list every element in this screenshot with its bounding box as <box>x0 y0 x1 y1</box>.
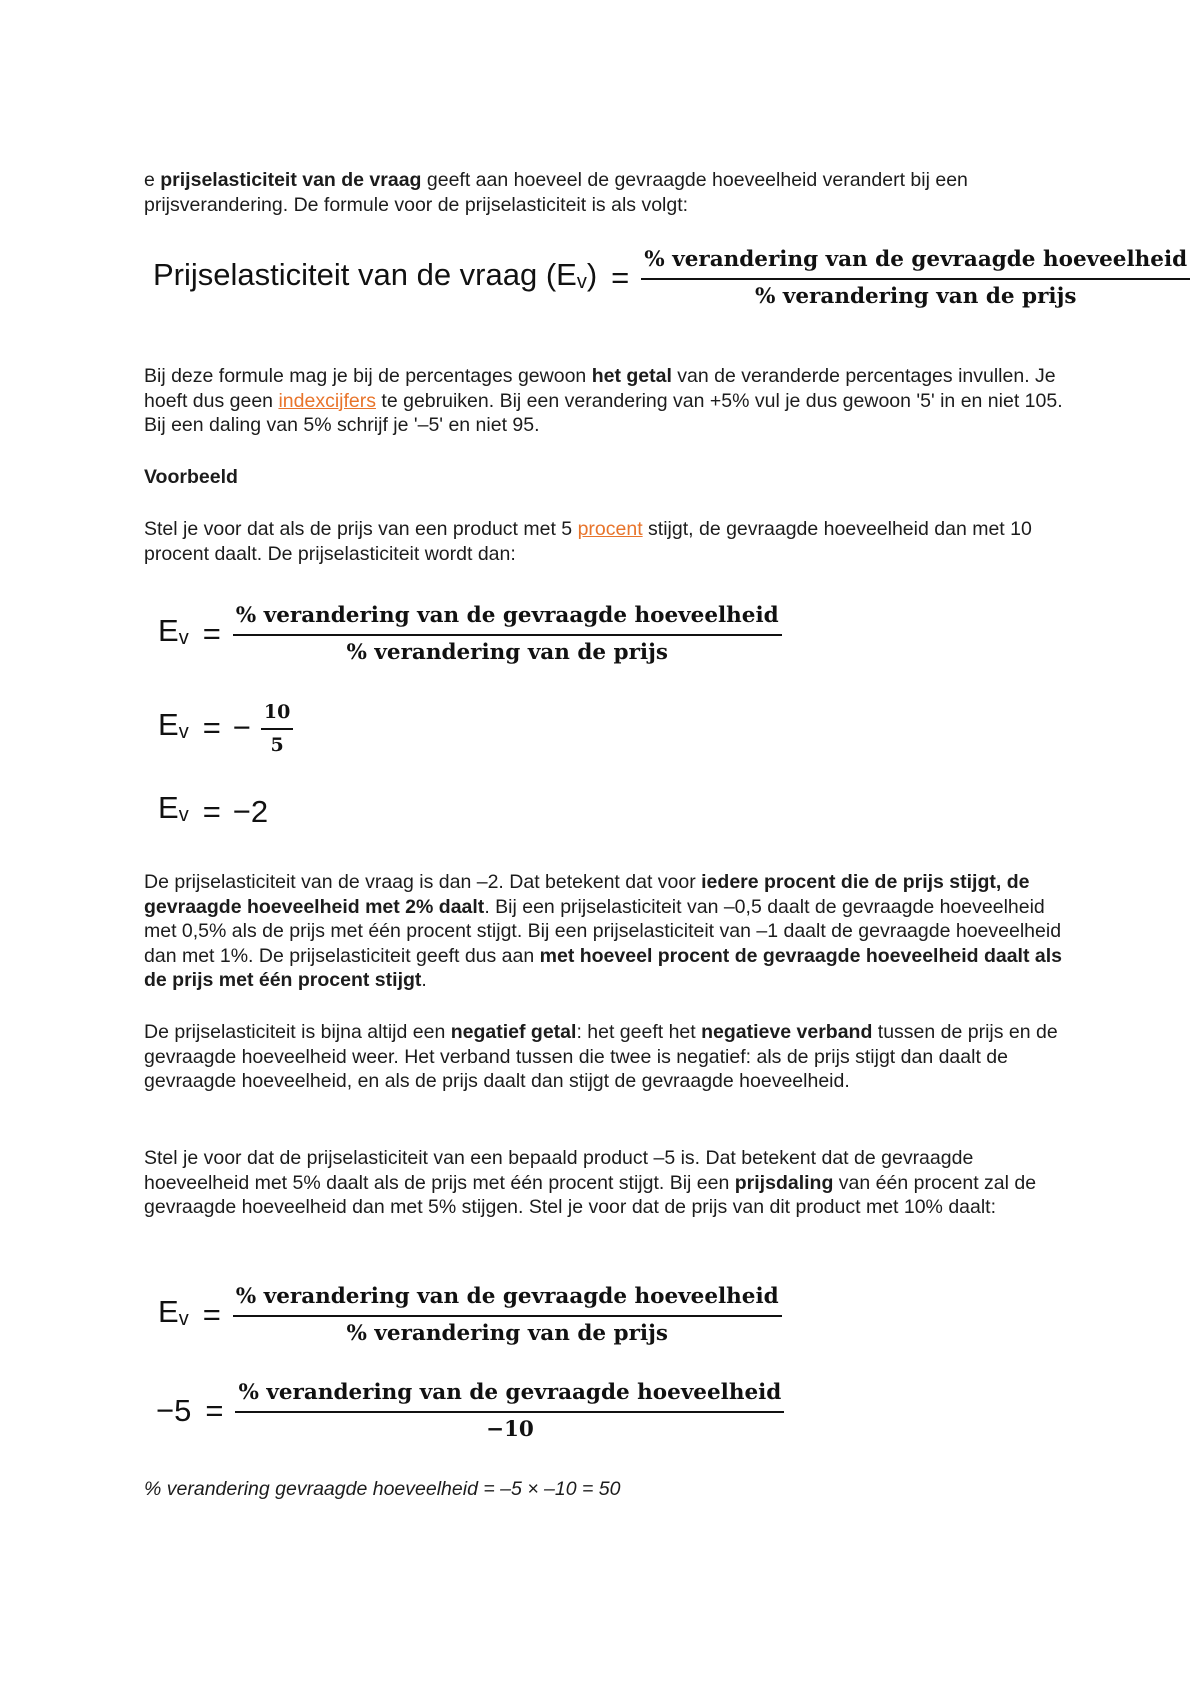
example-formula-2-fraction <box>261 700 293 757</box>
example-formula-3-lhs: $E_v$ <box>158 790 189 826</box>
example-formula-3-equals: = <box>202 793 221 829</box>
example2-formula-2-fraction <box>235 1379 784 1444</box>
example-formula-1 <box>158 602 782 667</box>
example2-formula-1-lhs: $E_v$ <box>158 1293 189 1330</box>
example2-bold: prijsdaling <box>734 1171 834 1194</box>
example-formula-2-numerator: 10 <box>261 700 293 730</box>
example-formula-2-denominator: 5 <box>270 734 284 756</box>
example-formula-2 <box>158 700 293 757</box>
example2-paragraph: Stel je voor dat de prijselasticiteit van een bepaald product –5 is. Dat betekent dat de gevraagde hoeveelheid met 5% daalt als de prijs met één procent stijgt. Bij een prijsdaling van één procent zal de gevraagde hoeveelheid dan met 5% stijgen. Stel je voor dat de prijs van dit product met 10% daalt: <box>144 1147 1037 1218</box>
example2-formula-2 <box>156 1379 784 1444</box>
formula-main-numerator: % verandering van de gevraagde hoeveelheid <box>641 246 1190 280</box>
negative-bold-1: negatief getal <box>450 1021 577 1043</box>
example-formula-1-numerator: % verandering van de gevraagde hoeveelheid <box>233 602 782 636</box>
example2-formula-1 <box>158 1283 782 1348</box>
example2-formula-2-numerator: % verandering van de gevraagde hoeveelheid <box>235 1379 784 1413</box>
example2-formula-2-denominator: −10 <box>485 1417 534 1442</box>
example2-formula-1-fraction <box>233 1283 782 1348</box>
formula-main-lhs: Prijselasticiteit van de vraag $(E_v)$ <box>153 256 598 293</box>
intro-paragraph <box>144 168 1064 217</box>
example2-formula-1-equals: = <box>202 1297 221 1333</box>
example-formula-1-equals: = <box>202 616 221 652</box>
intro-text-end: geeft aan hoeveel de gevraagde hoeveelheid verandert bij een prijsverandering. De formule voor de prijselasticiteit is als volgt: <box>144 169 968 216</box>
intro-text: e <box>144 169 161 191</box>
example-formula-2-equals: = <box>202 710 221 746</box>
example-formula-3 <box>158 790 269 829</box>
example-formula-2-minus: − <box>232 710 251 746</box>
intro-term: prijselasticiteit van de vraag <box>160 169 422 191</box>
example-formula-1-denominator: % verandering van de prijs <box>346 640 668 665</box>
formula-main <box>153 246 1190 311</box>
example2-formula-2-equals: = <box>205 1393 224 1429</box>
interpretation-bold-1: iedere procent die de prijs stijgt, de gevraagde hoeveelheid met 2% daalt <box>144 871 1030 918</box>
negative-bold-2: negatieve verband <box>701 1021 873 1043</box>
percentages-bold: het getal <box>591 365 672 387</box>
indexcijfers-link[interactable]: indexcijfers <box>278 389 376 412</box>
formula-main-fraction <box>641 246 1190 311</box>
example-formula-1-fraction <box>233 602 782 667</box>
example2-formula-1-numerator: % verandering van de gevraagde hoeveelheid <box>233 1283 782 1317</box>
interpretation-paragraph: De prijselasticiteit van de vraag is dan –2. Dat betekent dat voor iedere procent die de prijs stijgt, de gevraagde hoeveelheid met 2% daalt. Bij een prijselasticiteit van –0,5 daalt de gevraagde hoeveelheid met 0,5% als de prijs met één procent stijgt. Bij een prijselasticiteit van –1 daalt de gevraagde hoeveelheid dan met 1%. De prijselasticiteit geeft dus aan met hoeveel procent de gevraagde hoeveelheid daalt als de prijs met één procent stijgt. <box>144 871 1062 991</box>
example-formula-1-lhs: $E_v$ <box>158 612 189 649</box>
procent-link[interactable]: procent <box>577 518 643 540</box>
example-heading: Voorbeeld <box>144 466 238 488</box>
example-formula-2-lhs: $E_v$ <box>158 706 189 743</box>
negative-paragraph: De prijselasticiteit is bijna altijd een negatief getal: het geeft het negatieve verband tussen de prijs en de gevraagde hoeveelheid weer. Het verband tussen die twee is negatief: als de prijs stijgt dan daalt de gevraagde hoeveelheid, en als de prijs daalt dan stijgt de gevraagde hoeveelheid. <box>144 1021 1058 1092</box>
result-line: % verandering gevraagde hoeveelheid = –5 × –10 = 50 <box>144 1478 621 1500</box>
interpretation-bold-2: met hoeveel procent de gevraagde hoeveelheid daalt als de prijs met één procent stijgt <box>144 944 1062 991</box>
example2-formula-1-denominator: % verandering van de prijs <box>346 1321 668 1346</box>
formula-main-equals: = <box>611 260 630 296</box>
example2-formula-2-lhs: −5 <box>156 1393 192 1429</box>
example-formula-3-result: −2 <box>232 793 269 829</box>
formula-main-denominator: % verandering van de prijs <box>754 284 1077 309</box>
percentages-paragraph: Bij deze formule mag je bij de percentages gewoon het getal van de veranderde percentages invullen. Je hoeft dus geen indexcijfers te gebruiken. Bij een verandering van +5% vul je dus gewoon '5' in en niet 105. Bij een daling van 5% schrijf je '–5' en niet 95. <box>144 365 1063 436</box>
example-paragraph: Stel je voor dat als de prijs van een product met 5 procent stijgt, de gevraagde hoeveelheid dan met 10 procent daalt. De prijselasticiteit wordt dan: <box>144 518 1032 565</box>
